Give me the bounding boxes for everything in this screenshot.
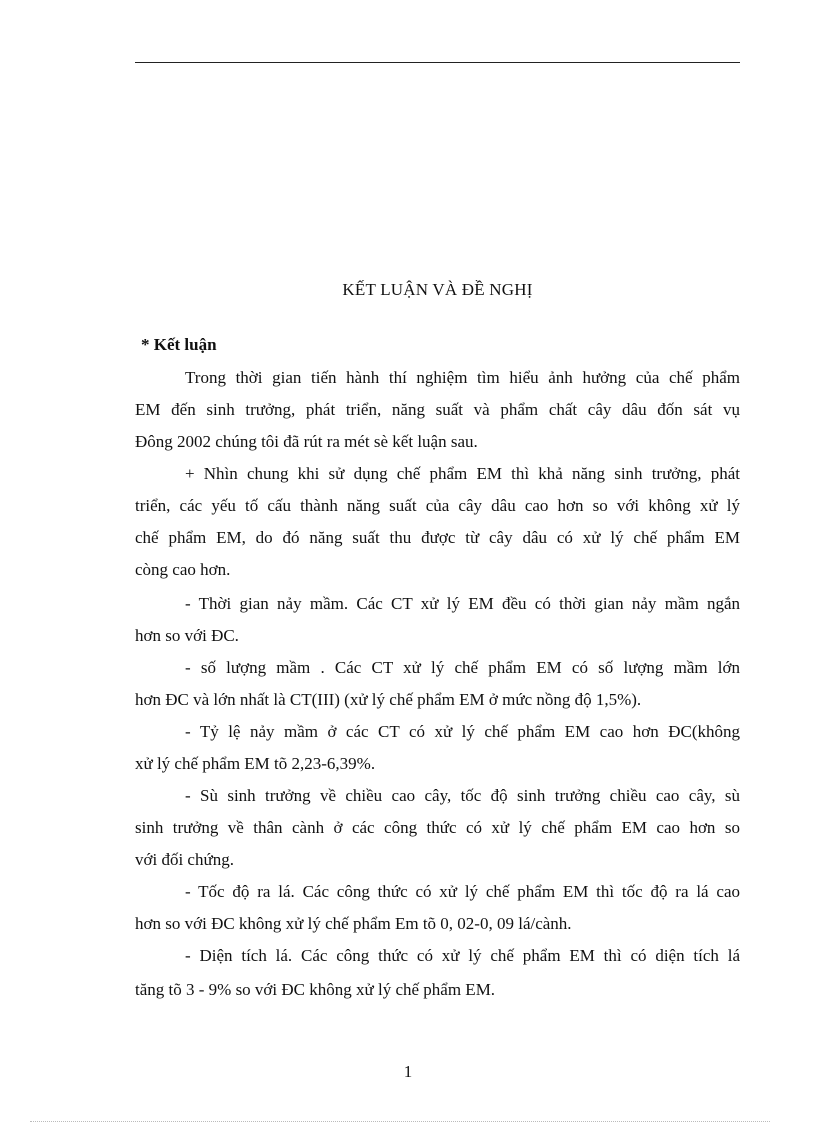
- paragraph-line: hơn so với ĐC.: [135, 626, 239, 645]
- footer-rule: [30, 1121, 770, 1122]
- paragraph-line: hơn ĐC và lớn nhất là CT(III) (xử lý chế phẩm EM ở mức nồng độ 1,5%).: [135, 690, 642, 709]
- paragraph-line: - Thời gian nảy mầm. Các CT xử lý EM đều có thời gian nảy mầm ngắn: [185, 594, 740, 613]
- paragraph-line: - Sù sinh trưởng về chiều cao cây, tốc độ sinh trưởng chiều cao cây, sù: [185, 786, 740, 805]
- paragraph-line: còng cao hơn.: [135, 560, 231, 579]
- paragraph-line: + Nhìn chung khi sử dụng chế phẩm EM thì khả năng sinh trưởng, phát: [185, 464, 740, 483]
- paragraph-line: Trong thời gian tiến hành thí nghiệm tìm hiểu ảnh hưởng của chế phẩm: [185, 368, 740, 387]
- paragraph-line: chế phẩm EM, do đó năng suất thu được từ cây dâu có xử lý chế phẩm EM: [135, 528, 740, 547]
- paragraph-line: triển, các yếu tố cấu thành năng suất của cây dâu cao hơn so với không xử lý: [135, 496, 740, 515]
- paragraph-line: xử lý chế phẩm EM tõ 2,23-6,39%.: [135, 754, 376, 773]
- page-number: 1: [403, 1062, 413, 1081]
- paragraph-line: với đối chứng.: [135, 850, 234, 869]
- paragraph-line: - Tốc độ ra lá. Các công thức có xử lý chế phẩm EM thì tốc độ ra lá cao: [185, 882, 740, 901]
- paragraph-line: - số lượng mầm . Các CT xử lý chế phẩm EM có số lượng mầm lớn: [185, 658, 740, 677]
- paragraph-line: - Tỷ lệ nảy mầm ở các CT có xử lý chế phẩm EM cao hơn ĐC(không: [185, 722, 740, 741]
- paragraph-line: hơn so với ĐC không xử lý chế phẩm Em tõ 0, 02-0, 09 lá/cành.: [135, 914, 572, 933]
- paragraph-line: Đông 2002 chúng tôi đã rút ra mét sè kết luận sau.: [135, 432, 478, 451]
- paragraph-line: sinh trưởng về thân cành ở các công thức có xử lý chế phẩm EM cao hơn so: [135, 818, 740, 837]
- section-title: KẾT LUẬN VÀ ĐỀ NGHỊ: [342, 280, 533, 299]
- subsection-heading: * Kết luận: [141, 335, 217, 354]
- header-rule: [135, 62, 740, 63]
- paragraph-line: - Diện tích lá. Các công thức có xử lý chế phẩm EM thì có diện tích lá: [185, 946, 740, 965]
- paragraph-line: EM đến sinh trưởng, phát triển, năng suất và phẩm chất cây dâu đốn sát vụ: [135, 400, 740, 419]
- paragraph-line: tăng tõ 3 - 9% so với ĐC không xử lý chế phẩm EM.: [135, 980, 496, 999]
